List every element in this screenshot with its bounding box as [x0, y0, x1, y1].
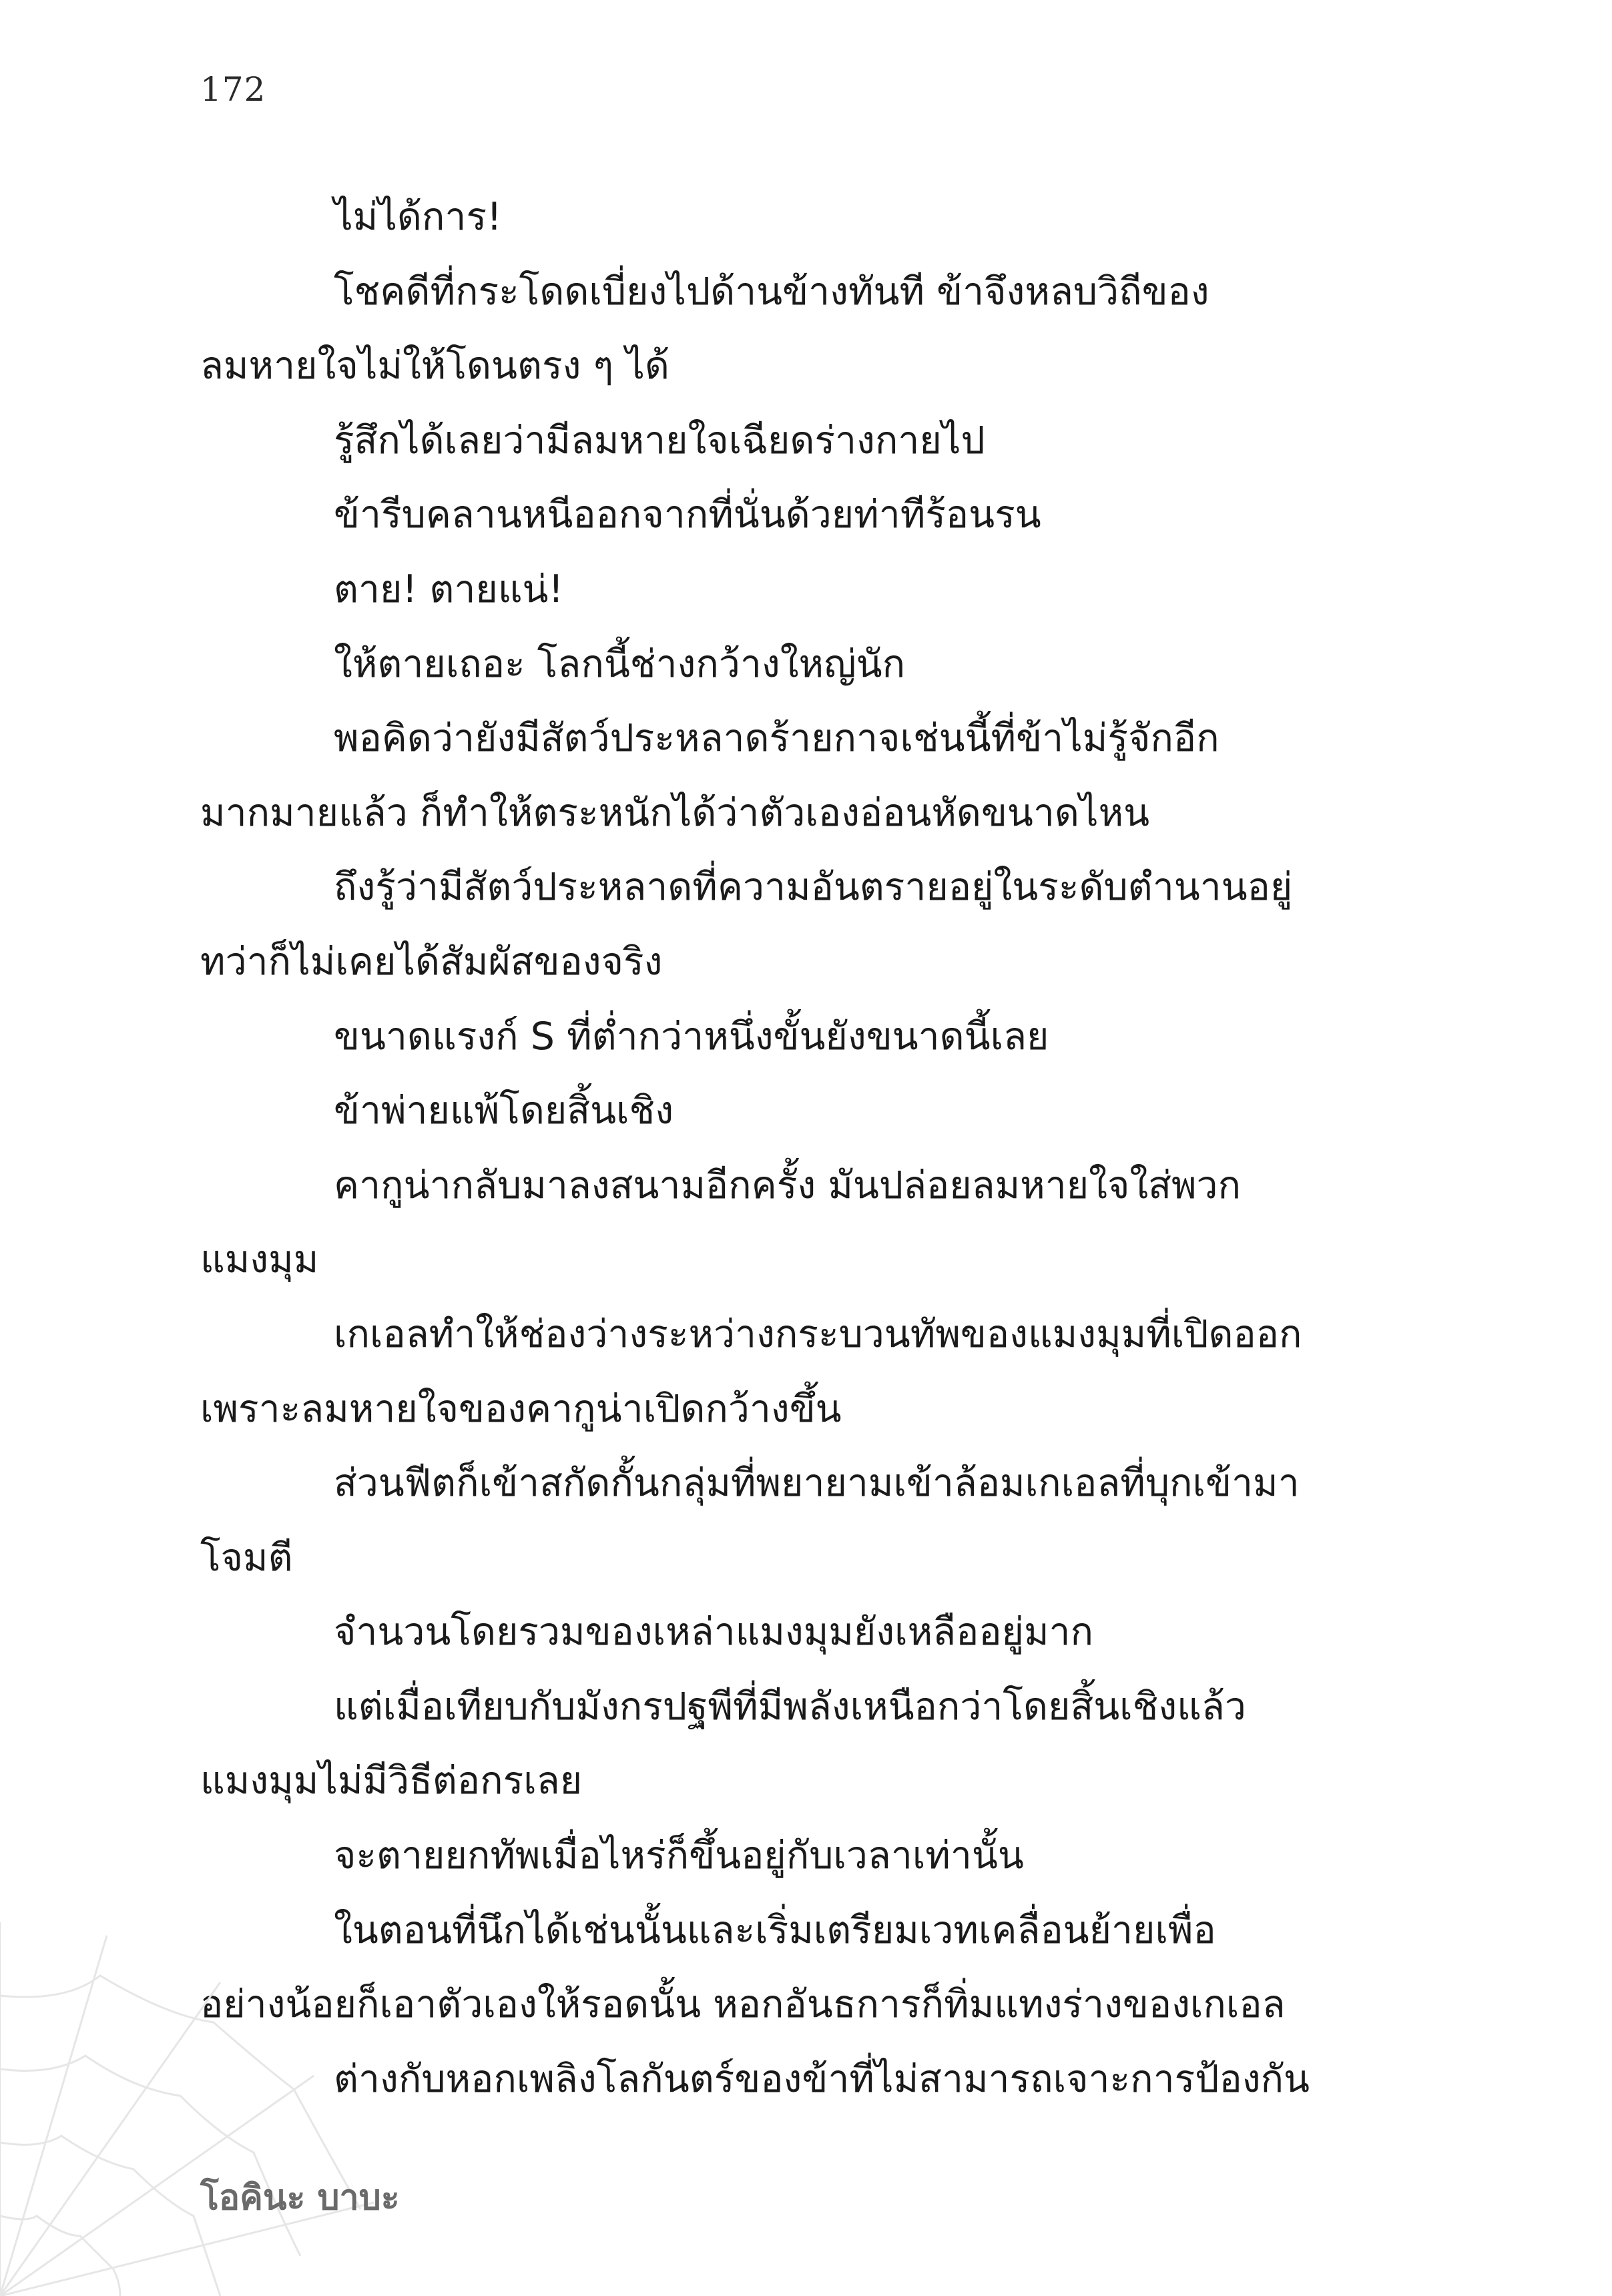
text-line: แมงมุม — [200, 1237, 319, 1282]
text-line: เกเอลทำให้ช่องว่างระหว่างกระบวนทัพของแมงมุมที่เปิดออก — [334, 1312, 1302, 1356]
spider-web-decoration — [0, 1922, 374, 2296]
text-line: อย่างน้อยก็เอาตัวเองให้รอดนั้น หอกอันธการก็ทิ่มแทงร่างของเกเอล — [200, 1982, 1286, 2027]
text-line: แต่เมื่อเทียบกับมังกรปฐพีที่มีพลังเหนือกว่าโดยสิ้นเชิงแล้ว — [334, 1684, 1246, 1729]
text-line: ลมหายใจไม่ให้โดนตรง ๆ ได้ — [200, 344, 669, 388]
text-line: ในตอนที่นึกได้เช่นนั้นและเริ่มเตรียมเวทเคลื่อนย้ายเพื่อ — [334, 1908, 1216, 1952]
text-line: ข้าพ่ายแพ้โดยสิ้นเชิง — [334, 1089, 674, 1133]
text-line: ให้ตายเถอะ โลกนี้ช่างกว้างใหญ่นัก — [334, 641, 906, 686]
footer-author: โอคินะ บาบะ — [200, 2178, 400, 2218]
text-line: ส่วนฟีตก็เข้าสกัดกั้นกลุ่มที่พยายามเข้าล้อมเกเอลที่บุกเข้ามา — [334, 1461, 1300, 1506]
text-line: มากมายแล้ว ก็ทำให้ตระหนักได้ว่าตัวเองอ่อนหัดขนาดไหน — [200, 790, 1150, 835]
text-line: ตาย! ตายแน่! — [334, 567, 564, 611]
text-line: เพราะลมหายใจของคากูน่าเปิดกว้างขึ้น — [200, 1386, 842, 1431]
text-line: ถึงรู้ว่ามีสัตว์ประหลาดที่ความอันตรายอยู่ในระดับตำนานอยู่ — [334, 865, 1293, 910]
text-line: โชคดีที่กระโดดเบี่ยงไปด้านข้างทันที ข้าจึงหลบวิถีของ — [334, 269, 1210, 314]
text-line: รู้สึกได้เลยว่ามีลมหายใจเฉียดร่างกายไป — [334, 418, 985, 463]
text-line: โจมตี — [200, 1535, 293, 1580]
text-line: ข้ารีบคลานหนีออกจากที่นั่นด้วยท่าทีร้อนรน — [334, 493, 1041, 537]
body-text — [200, 180, 1412, 2116]
text-line: ทว่าก็ไม่เคยได้สัมผัสของจริง — [200, 939, 663, 984]
text-line: พอคิดว่ายังมีสัตว์ประหลาดร้ายกาจเช่นนี้ที่ข้าไม่รู้จักอีก — [334, 716, 1220, 761]
text-line: จะตายยกทัพเมื่อไหร่ก็ขึ้นอยู่กับเวลาเท่านั้น — [334, 1833, 1024, 1878]
text-line: แมงมุมไม่มีวิธีต่อกรเลย — [200, 1759, 583, 1803]
text-line: ไม่ได้การ! — [334, 195, 502, 239]
text-line: จำนวนโดยรวมของเหล่าแมงมุมยังเหลืออยู่มาก — [334, 1610, 1094, 1655]
text-line: ขนาดแรงก์ S ที่ต่ำกว่าหนึ่งขั้นยังขนาดนี้เลย — [334, 1014, 1049, 1059]
page-number: 172 — [200, 70, 266, 109]
text-line: คากูน่ากลับมาลงสนามอีกครั้ง มันปล่อยลมหายใจใส่พวก — [334, 1163, 1242, 1207]
text-line: ต่างกับหอกเพลิงโลกันตร์ของข้าที่ไม่สามารถเจาะการป้องกัน — [334, 2056, 1310, 2101]
